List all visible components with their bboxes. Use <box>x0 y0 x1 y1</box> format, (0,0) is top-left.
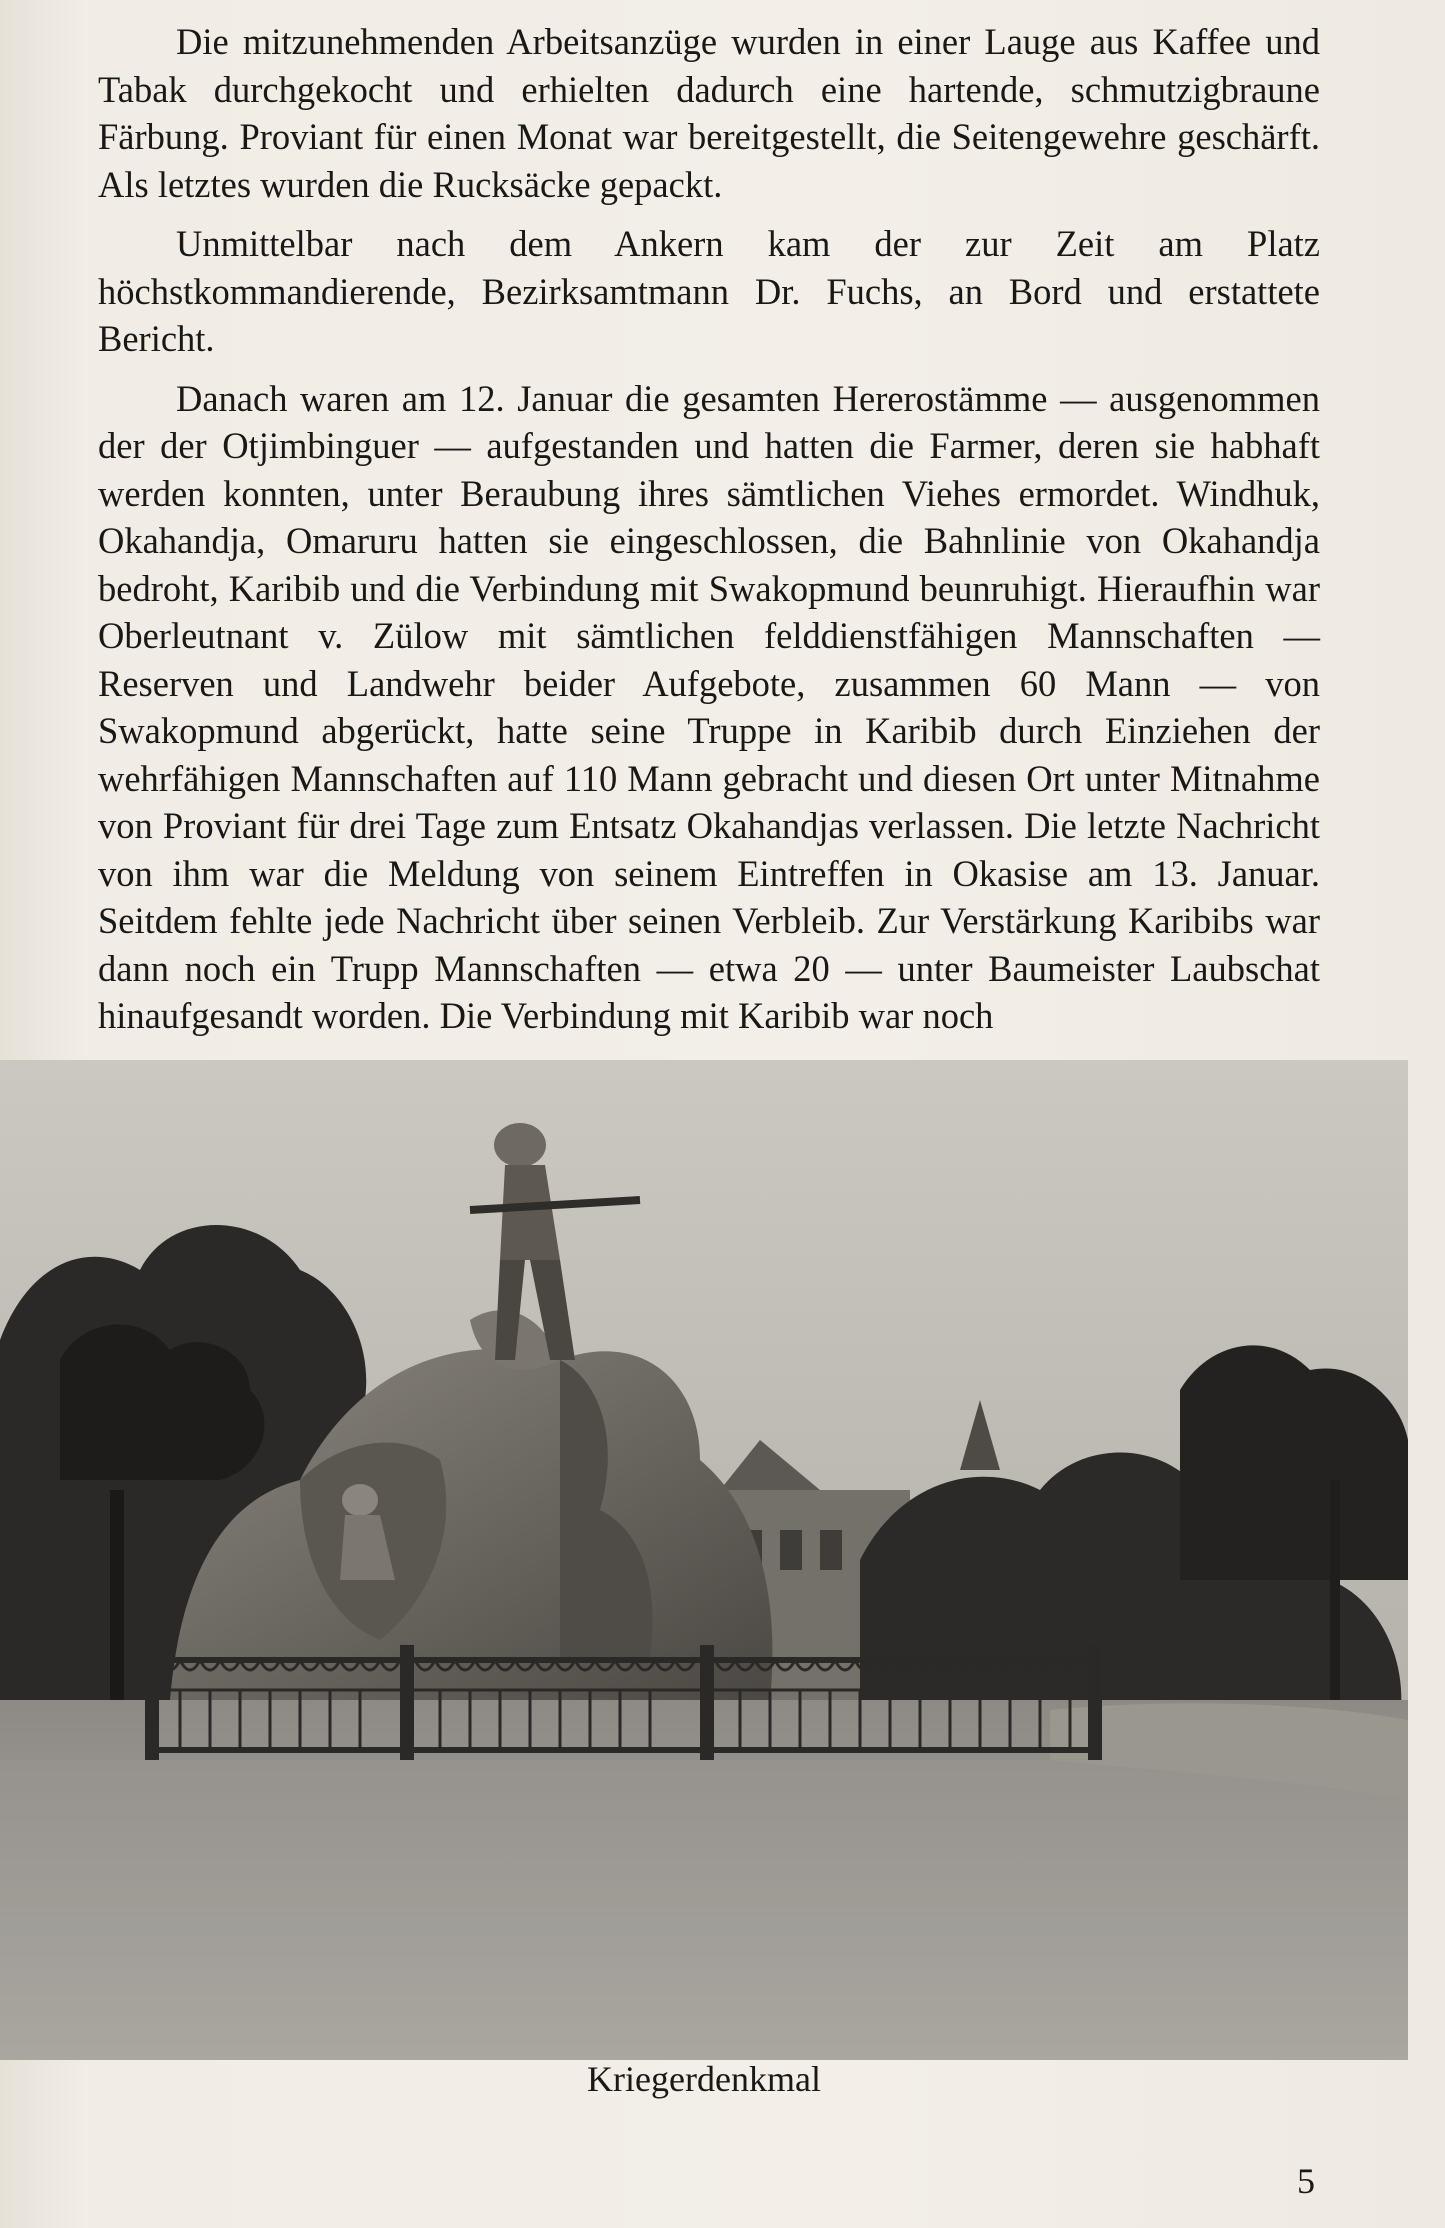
paragraph-1: Die mitzunehmenden Arbeitsanzüge wurden in einer Lauge aus Kaffee und Tabak durchgekocht und erhielten dadurch eine hartende, schmutzigbraune Färbung. Proviant für einen Monat war bereitgestellt, die Seitengewehre geschärft. Als letztes wurden die Rucksäcke gepackt. <box>98 21 1320 205</box>
paragraph-2: Unmittelbar nach dem Ankern kam der zur Zeit am Platz höchstkommandierende, Bezirksamtmann Dr. Fuchs, an Bord und erstattete Bericht. <box>98 223 1320 359</box>
photo-foreground <box>0 1760 1408 2060</box>
body-text <box>98 18 1320 1052</box>
monument-photo-illustration <box>0 1060 1408 2060</box>
page-number: 5 <box>1297 2161 1315 2201</box>
monument-photo <box>0 1060 1408 2060</box>
paragraph-3: Danach waren am 12. Januar die gesamten Hererostämme — ausgenommen der der Otjimbinguer — aufgestanden und hatten die Farmer, deren sie habhaft werden konnten, unter Beraubung ihres sämtlichen Viehes ermordet. Windhuk, Okahandja, Omaruru hatten sie eingeschlossen, die Bahnlinie von Okahandja bedroht, Karibib und die Verbindung mit Swakopmund beunruhigt. Hieraufhin war Oberleutnant v. Zülow mit sämtlichen felddienstfähigen Mannschaften — Reserven und Landwehr beider Aufgebote, zusammen 60 Mann — von Swakopmund abgerückt, hatte seine Truppe in Karibib durch Einziehen der wehrfähigen Mannschaften auf 110 Mann gebracht und diesen Ort unter Mitnahme von Proviant für drei Tage zum Entsatz Okahandjas verlassen. Die letzte Nachricht von ihm war die Meldung von seinem Eintreffen in Okasise am 13. Januar. Seitdem fehlte jede Nachricht über seinen Verbleib. Zur Verstärkung Karibibs war dann noch ein Trupp Mannschaften — etwa 20 — unter Baumeister Laubschat hinaufgesandt worden. Die Verbindung mit Karibib war noch <box>98 377 1320 1036</box>
photo-caption: Kriegerdenkmal <box>587 2059 821 2099</box>
